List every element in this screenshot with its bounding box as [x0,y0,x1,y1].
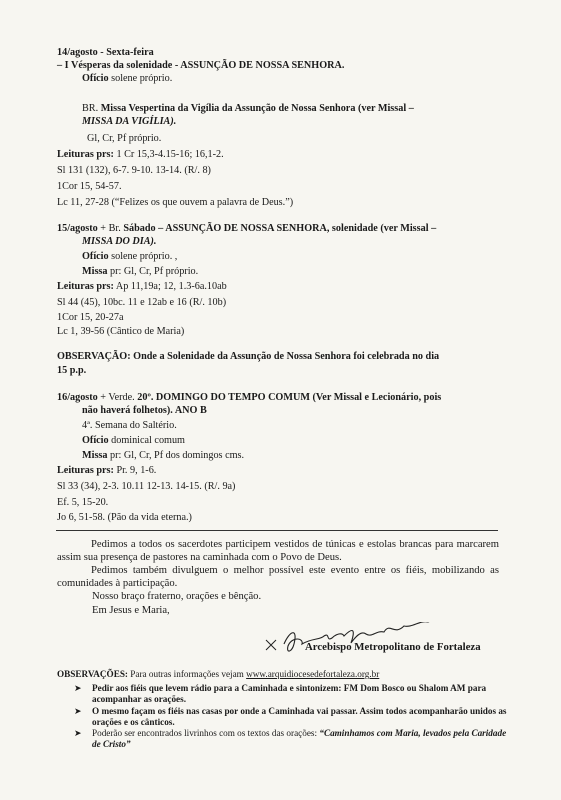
letter-p1: Pedimos a todos os sacerdotes participem vestidos de túnicas e estolas brancas para marcarem assim sua presença de pastores na caminhada com o Povo de Deus. [57,539,499,563]
day15-sl: Sl 44 (45), 10bc. 11 e 12ab e 16 (R/. 10b) [57,297,227,308]
day15-oficio [82,251,177,263]
day15-date: 15/agosto [57,223,98,234]
day14-mass [82,103,414,115]
day16-missa [82,450,244,462]
day14-vespers: – I Vésperas da solenidade - ASSUNÇÃO DE NOSSA SENHORA. [57,60,345,71]
letter-p4: Em Jesus e Maria, [92,605,170,616]
day14-sl: Sl 131 (132), 6-7. 9-10. 13-14. (R/. 8) [57,165,211,176]
day16-ef: Ef. 5, 15-20. [57,497,109,508]
missa-label: Missa [82,450,108,461]
oficio-text: solene próprio. , [111,251,178,262]
leituras-text: Ap 11,19a; 12, 1.3-6a.10ab [115,281,227,292]
day15-missa [82,266,198,278]
footer-bullet3-b: “Caminhamos com Maria, levados pela Caridade de Cristo” [92,728,507,749]
day15-mid: + Br. [100,223,121,234]
day14-oficio [82,73,172,85]
observacao-text: Onde a Solenidade da Assunção de Nossa Senhora foi celebrada no dia [133,351,440,362]
oficio-text: dominical comum [111,435,185,446]
mass-prefix: BR. [82,103,99,114]
missa-text: pr: Gl, Cr, Pf dos domingos cms. [110,450,245,461]
leituras-label: Leituras prs: [57,149,114,160]
day16-mid: + Verde. [100,392,135,403]
leituras-text: 1 Cr 15,3-4.15-16; 16,1-2. [116,149,224,160]
oficio-label: Ofício [82,435,109,446]
day14-mass-missal: MISSA DA VIGÍLIA). [82,116,177,127]
day14-leituras [57,149,224,161]
bullet-arrow-icon: ➤ [74,706,82,716]
day16-oficio [82,435,185,447]
mass-title: Missa Vespertina da Vigília da Assunção de Nossa Senhora (ver Missal – [100,103,414,114]
bullet-arrow-icon: ➤ [74,728,82,738]
day15-leituras [57,281,227,293]
letter-p3: Nosso braço fraterno, orações e bênção. [92,591,262,602]
leituras-text: Pr. 9, 1-6. [116,465,157,476]
day15-lc: Lc 1, 39-56 (Cântico de Maria) [57,326,185,337]
day15-header [57,223,436,235]
day14-header: 14/agosto - Sexta-feira [57,47,154,58]
day16-jo: Jo 6, 51-58. (Pão da vida eterna.) [57,512,192,523]
footer-obs [57,669,379,680]
day14-lc: Lc 11, 27-28 (“Felizes os que ouvem a palavra de Deus.”) [57,197,294,208]
signature-title: Arcebispo Metropolitano de Fortaleza [305,641,481,653]
day16-date: 16/agosto [57,392,98,403]
missa-label: Missa [82,266,108,277]
day16-semana: 4ª. Semana do Saltério. [82,420,177,431]
day16-cont: não haverá folhetos). ANO B [82,405,207,416]
day16-leituras [57,465,156,477]
footer-label: OBSERVAÇÕES: [57,669,128,679]
day16-title: 20º. DOMINGO DO TEMPO COMUM (Ver Missal e Lecionário, pois [137,392,442,403]
footer-bullet2: O mesmo façam os fiéis nas casas por onde a Caminhada vai passar. Assim todos acompanharão unidos as orações e os cânticos. [92,706,507,727]
divider [56,530,498,531]
oficio-label: Ofício [82,73,109,84]
footer-bullet3 [92,728,512,750]
observacao-label: OBSERVAÇÃO: [57,351,131,362]
day16-header [57,392,441,404]
observacao [57,351,439,363]
day14-gl: Gl, Cr, Pf próprio. [87,133,162,144]
leituras-label: Leituras prs: [57,465,114,476]
day16-sl: Sl 33 (34), 2-3. 10.11 12-13. 14-15. (R/. 9a) [57,481,236,492]
observacao-text2: 15 p.p. [57,365,87,376]
leituras-label: Leituras prs: [57,281,114,292]
footer-bullet1: Pedir aos fiéis que levem rádio para a Caminhada e sintonizem: FM Dom Bosco ou Shalom AM para acompanhar as orações. [92,683,487,704]
bullet-arrow-icon: ➤ [74,683,82,693]
letter-p2: Pedimos também divulguem o melhor possível este evento entre os fiéis, mobilizando as comunidades à participação. [57,565,499,589]
day15-missal: MISSA DO DIA). [82,236,157,247]
missa-text: pr: Gl, Cr, Pf próprio. [110,266,199,277]
footer-text: Para outras informações vejam [130,669,244,679]
oficio-text: solene próprio. [111,73,173,84]
day14-cor: 1Cor 15, 54-57. [57,181,122,192]
footer-link[interactable]: www.arquidiocesedefortaleza.org.br [246,669,380,679]
footer-bullet3-a: Poderão ser encontrados livrinhos com os textos das orações: [92,728,318,738]
day15-cor: 1Cor 15, 20-27a [57,312,124,323]
day15-title: Sábado – ASSUNÇÃO DE NOSSA SENHORA, solenidade (ver Missal – [123,223,437,234]
oficio-label: Ofício [82,251,109,262]
